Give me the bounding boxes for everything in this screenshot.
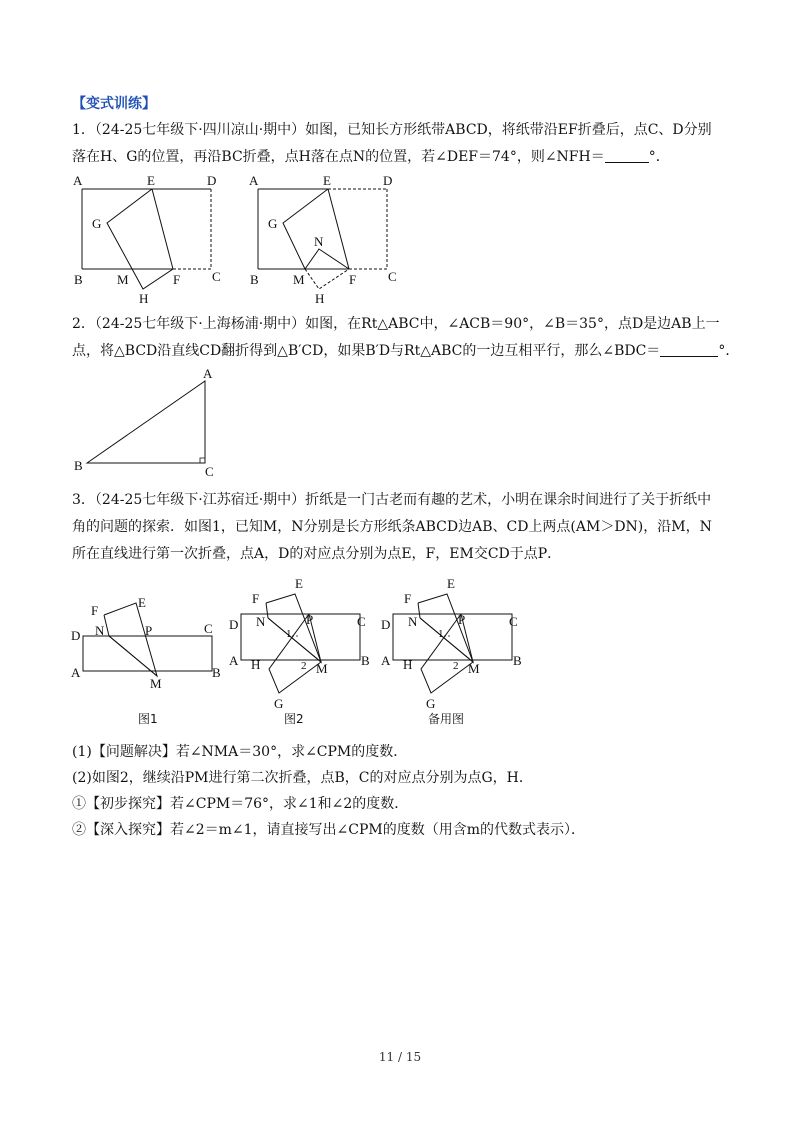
fig2-label-a: A — [249, 173, 259, 188]
fig6-angle-1: 1 — [438, 628, 444, 640]
fig5-label-p: P — [306, 612, 314, 627]
fig6-label-e: E — [447, 576, 455, 591]
fig1-label-a: A — [73, 173, 83, 188]
figure-6-spare-diagram — [378, 570, 528, 734]
problem-1-line-2 — [72, 147, 670, 167]
fig2-label-e: E — [323, 173, 331, 188]
problem-2-unit: °． — [718, 343, 740, 359]
fig5-label-m: M — [316, 661, 328, 676]
problem-1-unit: °． — [648, 149, 670, 165]
page-number: 11 / 15 — [378, 1050, 422, 1064]
fig4-label-a: A — [71, 665, 81, 680]
problem-3-line-3: 所在直线进行第一次折叠，点A，D的对应点分别为点E，F，EM交CD于点P． — [72, 546, 562, 562]
fig1-label-d: D — [207, 173, 217, 188]
fig4-label-b: B — [212, 665, 221, 680]
fig3-label-a: A — [203, 366, 213, 381]
fig6-label-f: F — [404, 591, 412, 606]
fig4-label-m: M — [150, 676, 162, 691]
problem-3-line-1: 3．（24-25七年级下·江苏宿迁·期中）折纸是一门古老而有趣的艺术，小明在课余时间进行了关于折纸中 — [72, 492, 712, 508]
fig2-label-f: F — [349, 272, 357, 287]
fig1-label-h: H — [139, 291, 149, 306]
figure-3-triangle — [70, 368, 230, 480]
fig6-label-p: P — [458, 612, 466, 627]
figure-2-fold — [246, 172, 406, 312]
fig5-label-b: B — [361, 653, 370, 668]
fig1-label-m: M — [117, 272, 129, 287]
figure-1-fold — [70, 172, 230, 312]
figure-4-fold-diagram-1 — [68, 574, 228, 734]
fig1-label-b: B — [74, 272, 83, 287]
fig5-angle-2: 2 — [301, 660, 307, 672]
fig5-label-d: D — [229, 617, 239, 632]
fig4-label-c: C — [204, 621, 213, 636]
fig1-label-c: C — [212, 269, 221, 284]
fig3-label-b: B — [74, 458, 83, 473]
question-2: (2)如图2，继续沿PM进行第二次折叠，点B，C的对应点分别为点G，H． — [72, 770, 533, 786]
fig6-label-n: N — [408, 614, 418, 629]
fig3-label-c: C — [205, 464, 214, 479]
problem-1-line-1: 1．（24-25七年级下·四川凉山·期中）如图，已知长方形纸带ABCD，将纸带沿EF折叠后，点C、D分别 — [72, 122, 712, 138]
fig4-label-n: N — [95, 623, 105, 638]
fig6-label-b: B — [513, 653, 522, 668]
fig6-angle-2: 2 — [453, 660, 459, 672]
fig2-label-h: H — [315, 291, 325, 306]
question-2-part-2: ②【深入探究】若∠2＝m∠1，请直接写出∠CPM的度数（用含m的代数式表示）． — [72, 822, 586, 838]
fig6-caption: 备用图 — [428, 712, 465, 726]
fig5-angle-1: 1 — [286, 628, 292, 640]
answer-blank-2[interactable] — [660, 342, 718, 357]
fig2-label-c: C — [388, 269, 397, 284]
fig2-label-n: N — [314, 234, 324, 249]
fig5-label-f: F — [252, 591, 260, 606]
fig1-label-g: G — [92, 216, 102, 231]
problem-2-text: 点，将△BCD沿直线CD翻折得到△B′CD，如果B′D与Rt△ABC的一边互相平行，那么∠BDC＝ — [72, 343, 661, 359]
fig1-label-e: E — [147, 173, 155, 188]
fig4-label-p: P — [145, 623, 153, 638]
fig5-label-n: N — [256, 614, 266, 629]
question-1: (1)【问题解决】若∠NMA＝30°，求∠CPM的度数． — [72, 744, 408, 760]
fig4-caption: 图1 — [138, 712, 158, 726]
fig5-label-c: C — [357, 614, 366, 629]
answer-blank-1[interactable] — [605, 148, 649, 163]
fig2-label-m: M — [293, 272, 305, 287]
fig6-label-h: H — [403, 657, 413, 672]
fig4-label-d: D — [71, 628, 81, 643]
fig6-label-c: C — [509, 614, 518, 629]
fig5-label-g: G — [274, 696, 284, 711]
question-2-part-1: ①【初步探究】若∠CPM＝76°，求∠1和∠2的度数． — [72, 796, 409, 812]
fig2-label-g: G — [268, 216, 278, 231]
fig5-label-a: A — [229, 653, 239, 668]
figure-5-fold-diagram-2 — [226, 570, 376, 734]
fig6-label-g: G — [426, 696, 436, 711]
fig6-label-a: A — [381, 653, 391, 668]
fig2-label-b: B — [250, 272, 259, 287]
fig4-label-e: E — [138, 595, 146, 610]
problem-2-line-1: 2．（24-25七年级下·上海杨浦·期中）如图，在Rt△ABC中，∠ACB＝90°，∠B＝35°，点D是边AB上一 — [72, 316, 720, 332]
fig5-caption: 图2 — [284, 712, 304, 726]
fig5-label-h: H — [251, 657, 261, 672]
fig5-label-e: E — [295, 576, 303, 591]
fig1-label-f: F — [173, 272, 181, 287]
section-title: 【变式训练】 — [72, 96, 156, 112]
problem-1-text: 落在H、G的位置，再沿BC折叠，点H落在点N的位置，若∠DEF＝74°，则∠NFH＝ — [72, 149, 605, 165]
problem-3-line-2: 角的问题的探索．如图1，已知M，N分别是长方形纸条ABCD边AB、CD上两点(AM＞DN)，沿M，N — [72, 519, 712, 535]
fig6-label-m: M — [468, 661, 480, 676]
fig2-label-d: D — [383, 173, 393, 188]
problem-2-line-2 — [72, 341, 739, 361]
fig6-label-d: D — [381, 617, 391, 632]
fig4-label-f: F — [91, 603, 99, 618]
